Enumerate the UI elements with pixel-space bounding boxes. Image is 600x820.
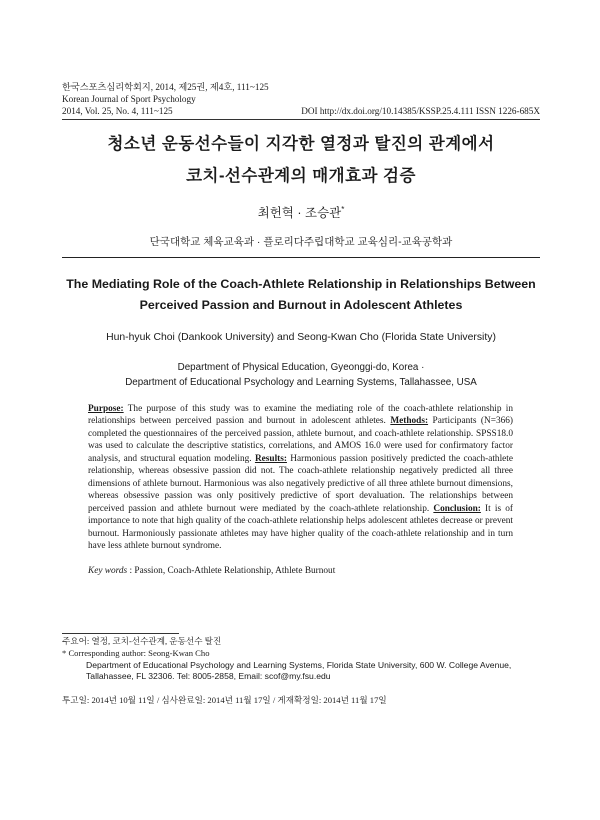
title-en-line2: Perceived Passion and Burnout in Adolescent Athletes — [139, 298, 463, 312]
abstract-purpose-label: Purpose: — [88, 404, 124, 414]
abstract-results-label: Results: — [254, 453, 287, 464]
footnote-address: Department of Educational Psychology and Learning Systems, Florida State University, 600 W. College Avenue, Tallahassee, FL 32306. Tel: 8005-2858, Email: scof@my.fsu.edu — [86, 660, 512, 682]
footnote-rule — [62, 633, 179, 634]
doi-issn: DOI http://dx.doi.org/10.14385/KSSP.25.4.111 ISSN 1226-685X — [301, 106, 540, 117]
title-kr-line2: 코치-선수관계의 매개효과 검증 — [186, 167, 416, 185]
authors-en: Hun-hyuk Choi (Dankook University) and Seong-Kwan Cho (Florida State University) — [106, 332, 496, 343]
title-en-line1: The Mediating Role of the Coach-Athlete Relationship in Relationships Between — [66, 277, 536, 291]
title-kr-line1: 청소년 운동선수들이 지각한 열정과 탈진의 관계에서 — [107, 135, 495, 153]
abstract-purpose-text: The purpose of this study was to examine the mediating role of the coach-athlete relationship in relationships between perceived passion and burnout in adolescent athletes. — [88, 404, 513, 427]
authors-kr-names: 최헌혁 · 조승관 — [257, 206, 342, 220]
journal-header — [62, 81, 540, 118]
footnote-keywords-kr: 주요어: 열정, 코치-선수관계, 운동선수 탈진 — [62, 636, 222, 646]
journal-name-en: Korean Journal of Sport Psychology — [62, 94, 196, 105]
abstract — [88, 403, 513, 552]
corresponding-mark: * — [341, 204, 345, 214]
journal-name-kr: 한국스포츠심리학회지, 2014, 제25권, 제4호, 111~125 — [62, 82, 269, 92]
abstract-conclusion-label: Conclusion: — [433, 503, 481, 514]
footnote-corresponding: * Corresponding author: Seong-Kwan Cho — [62, 648, 210, 658]
journal-citation: 2014, Vol. 25, No. 4, 111~125 — [62, 106, 173, 117]
affiliation-kr: 단국대학교 체육교육과 · 플로리다주립대학교 교육심리-교육공학과 — [149, 236, 453, 248]
authors-kr — [62, 203, 540, 221]
abstract-conclusion-text: It is of importance to note that high quality of the coach-athlete relationship helps adolescent athletes decrease or prevent burnout. Harmoniously passionate athletes may have higher quality of the coach-athlete relationship and in turn have less athlete burnout syndrome. — [88, 503, 513, 551]
keywords — [88, 566, 513, 576]
header-rule — [62, 119, 540, 120]
keywords-label: Key words — [88, 566, 128, 576]
abstract-methods-text: Participants (N=366) completed the questionnaires of the perceived passion, athlete burnout, and coach-athlete relationship. SPSS18.0 was used to calculate the descriptive statistics, correlations, and AMOS 16.0 were used for confirmatory factor analysis, and structural equation modeling. — [88, 416, 514, 464]
footnote-dates: 투고일: 2014년 10월 11일 / 심사완료일: 2014년 11월 17일 / 게재확정일: 2014년 11월 17일 — [62, 695, 387, 705]
affiliation-en-line2: Department of Educational Psychology and Learning Systems, Tallahassee, USA — [125, 377, 477, 388]
section-rule — [62, 257, 540, 258]
abstract-methods-label: Methods: — [390, 416, 429, 427]
affiliation-en-line1: Department of Physical Education, Gyeonggi-do, Korea · — [177, 362, 425, 373]
abstract-results-text: Harmonious passion positively predicted the coach-athlete relationship, whereas obsessive passion did not. The coach-athlete relationship negatively predicted all three dimensions of athlete burnout. Harmonious was also negatively predictive of all three athlete burnout dimensions, whereas obsessive passion was only positively predictive of sport devaluation. The relationships between perceived passion and athlete burnout were mediated by the coach-athlete relationship. — [88, 453, 513, 514]
keywords-text: : Passion, Coach-Athlete Relationship, Athlete Burnout — [127, 566, 336, 576]
